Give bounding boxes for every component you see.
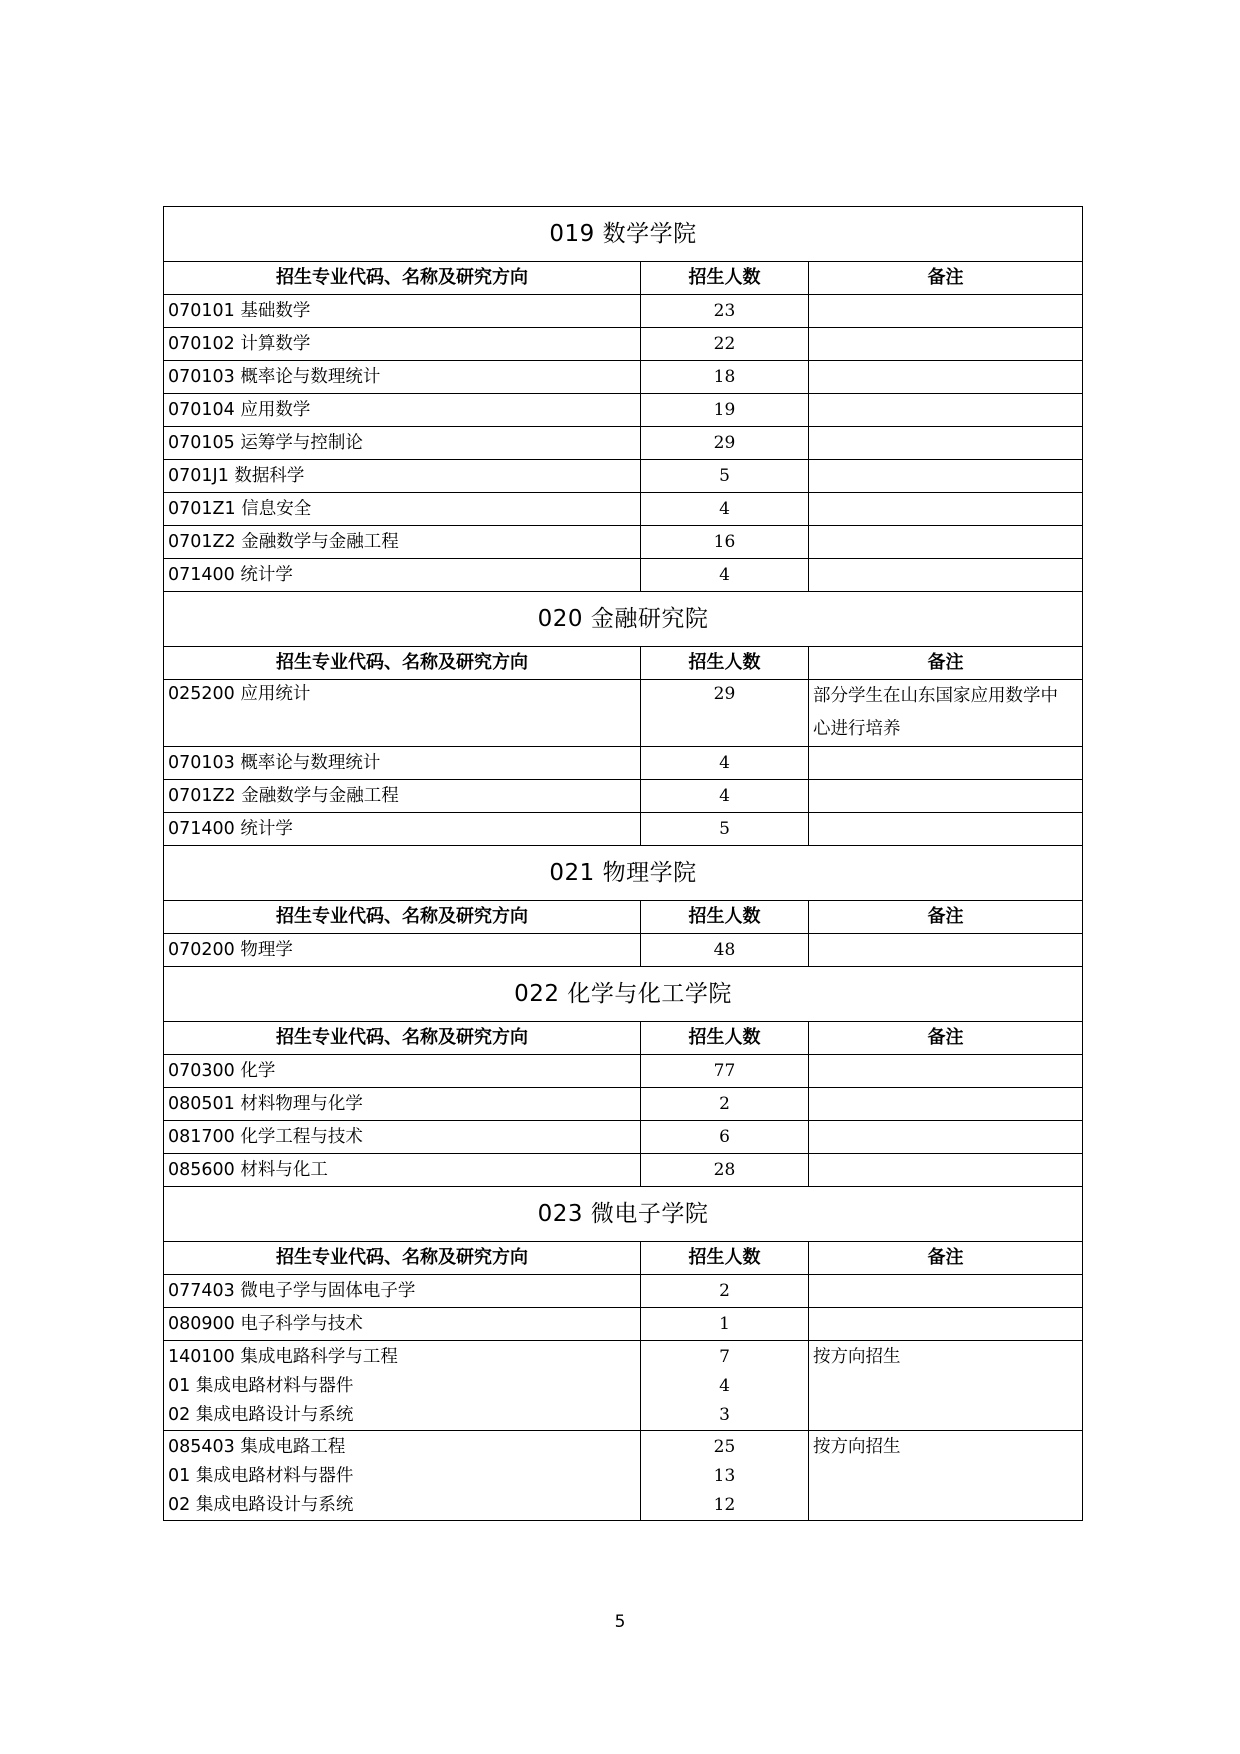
- major-name: 0701Z2 金融数学与金融工程: [164, 526, 641, 559]
- note-cell: [809, 361, 1083, 394]
- header-major: 招生专业代码、名称及研究方向: [164, 901, 641, 934]
- enroll-count: 19: [641, 394, 809, 427]
- section-title: 021 物理学院: [164, 846, 1083, 901]
- enroll-count: 2: [641, 1088, 809, 1121]
- major-name: 070104 应用数学: [164, 394, 641, 427]
- section-title: 020 金融研究院: [164, 592, 1083, 647]
- enroll-count: 6: [641, 1121, 809, 1154]
- header-note: 备注: [809, 262, 1083, 295]
- note-cell: [809, 1341, 1083, 1431]
- note-cell: [809, 813, 1083, 846]
- header-count: 招生人数: [641, 1242, 809, 1275]
- header-count: 招生人数: [641, 647, 809, 680]
- note-cell: [809, 559, 1083, 592]
- enroll-count: 22: [641, 328, 809, 361]
- table-row: [164, 1088, 1083, 1121]
- note-cell: [809, 1121, 1083, 1154]
- table-row: [164, 1154, 1083, 1187]
- table-row: [164, 361, 1083, 394]
- major-name: 080501 材料物理与化学: [164, 1088, 641, 1121]
- note-cell: [809, 1308, 1083, 1341]
- section-title: 019 数学学院: [164, 207, 1083, 262]
- major-name: 0701J1 数据科学: [164, 460, 641, 493]
- enroll-count: 23: [641, 295, 809, 328]
- header-major: 招生专业代码、名称及研究方向: [164, 647, 641, 680]
- direction-name: 01 集成电路材料与器件: [168, 1376, 354, 1396]
- major-name: 0701Z2 金融数学与金融工程: [164, 780, 641, 813]
- major-name: 085600 材料与化工: [164, 1154, 641, 1187]
- table-row: [164, 813, 1083, 846]
- enroll-count: 5: [641, 460, 809, 493]
- table-row: [164, 559, 1083, 592]
- table-row: [164, 526, 1083, 559]
- major-name: 070105 运筹学与控制论: [164, 427, 641, 460]
- note-cell: [809, 934, 1083, 967]
- major-name: 071400 统计学: [164, 813, 641, 846]
- note-cell: [809, 460, 1083, 493]
- note-cell: [809, 1275, 1083, 1308]
- note-cell: [809, 493, 1083, 526]
- note-cell: [809, 394, 1083, 427]
- enroll-count: 4: [641, 780, 809, 813]
- table-row: [164, 328, 1083, 361]
- direction-name: 02 集成电路设计与系统: [168, 1405, 354, 1425]
- enroll-count: 4: [641, 559, 809, 592]
- table-row: [164, 493, 1083, 526]
- note-text: 按方向招生: [813, 1347, 901, 1367]
- note-line: 心进行培养: [813, 719, 901, 739]
- major-name: 077403 微电子学与固体电子学: [164, 1275, 641, 1308]
- direction-name: 01 集成电路材料与器件: [168, 1466, 354, 1486]
- table-row: [164, 780, 1083, 813]
- header-note: 备注: [809, 901, 1083, 934]
- major-name: 070101 基础数学: [164, 295, 641, 328]
- header-major: 招生专业代码、名称及研究方向: [164, 1022, 641, 1055]
- table-row: [164, 934, 1083, 967]
- note-cell: [809, 427, 1083, 460]
- note-cell: [809, 1055, 1083, 1088]
- header-count: 招生人数: [641, 901, 809, 934]
- enroll-count: 25: [713, 1437, 736, 1457]
- table-row: [164, 1055, 1083, 1088]
- enroll-count: 4: [641, 493, 809, 526]
- note-cell: [809, 1088, 1083, 1121]
- note-cell: [809, 1431, 1083, 1521]
- enroll-count-cell: [641, 1341, 809, 1431]
- enrollment-table: [163, 206, 1083, 1521]
- note-line: 部分学生在山东国家应用数学中: [813, 686, 1058, 706]
- note-cell: [809, 680, 1083, 747]
- major-name-cell: [164, 1431, 641, 1521]
- enroll-count: 16: [641, 526, 809, 559]
- note-cell: [809, 1154, 1083, 1187]
- page-number: 5: [614, 1612, 626, 1632]
- enroll-count: 77: [641, 1055, 809, 1088]
- note-text: 按方向招生: [813, 1437, 901, 1457]
- enroll-count: 29: [641, 427, 809, 460]
- direction-name: 02 集成电路设计与系统: [168, 1495, 354, 1515]
- table-row: [164, 460, 1083, 493]
- section-title: 022 化学与化工学院: [164, 967, 1083, 1022]
- header-major: 招生专业代码、名称及研究方向: [164, 1242, 641, 1275]
- direction-count: 3: [719, 1405, 730, 1425]
- enroll-count-cell: [641, 1431, 809, 1521]
- enroll-count: 48: [641, 934, 809, 967]
- table-row: [164, 427, 1083, 460]
- header-count: 招生人数: [641, 262, 809, 295]
- major-name: 070103 概率论与数理统计: [164, 747, 641, 780]
- major-name: 0701Z1 信息安全: [164, 493, 641, 526]
- note-cell: [809, 295, 1083, 328]
- major-name: 140100 集成电路科学与工程: [168, 1347, 398, 1367]
- table-row: [164, 394, 1083, 427]
- table-row: [164, 1431, 1083, 1521]
- major-name: 070300 化学: [164, 1055, 641, 1088]
- table-row: [164, 747, 1083, 780]
- enroll-count: 18: [641, 361, 809, 394]
- direction-count: 4: [719, 1376, 730, 1396]
- enroll-count: 28: [641, 1154, 809, 1187]
- section-title: 023 微电子学院: [164, 1187, 1083, 1242]
- major-name: 085403 集成电路工程: [168, 1437, 346, 1457]
- header-count: 招生人数: [641, 1022, 809, 1055]
- note-cell: [809, 328, 1083, 361]
- enroll-count: 29: [641, 680, 809, 747]
- direction-count: 12: [713, 1495, 736, 1515]
- enroll-count: 7: [719, 1347, 730, 1367]
- table-row: [164, 1275, 1083, 1308]
- direction-count: 13: [713, 1466, 736, 1486]
- enroll-count: 5: [641, 813, 809, 846]
- major-name: 071400 统计学: [164, 559, 641, 592]
- header-major: 招生专业代码、名称及研究方向: [164, 262, 641, 295]
- note-cell: [809, 780, 1083, 813]
- major-name: 081700 化学工程与技术: [164, 1121, 641, 1154]
- table-row: [164, 1341, 1083, 1431]
- header-note: 备注: [809, 647, 1083, 680]
- note-cell: [809, 747, 1083, 780]
- enroll-count: 2: [641, 1275, 809, 1308]
- enroll-count: 1: [641, 1308, 809, 1341]
- table-row: [164, 1121, 1083, 1154]
- major-name: 025200 应用统计: [164, 680, 641, 747]
- table-row: [164, 680, 1083, 747]
- major-name: 080900 电子科学与技术: [164, 1308, 641, 1341]
- note-cell: [809, 526, 1083, 559]
- major-name: 070200 物理学: [164, 934, 641, 967]
- header-note: 备注: [809, 1242, 1083, 1275]
- table-row: [164, 295, 1083, 328]
- enroll-count: 4: [641, 747, 809, 780]
- table-row: [164, 1308, 1083, 1341]
- header-note: 备注: [809, 1022, 1083, 1055]
- major-name: 070102 计算数学: [164, 328, 641, 361]
- major-name-cell: [164, 1341, 641, 1431]
- major-name: 070103 概率论与数理统计: [164, 361, 641, 394]
